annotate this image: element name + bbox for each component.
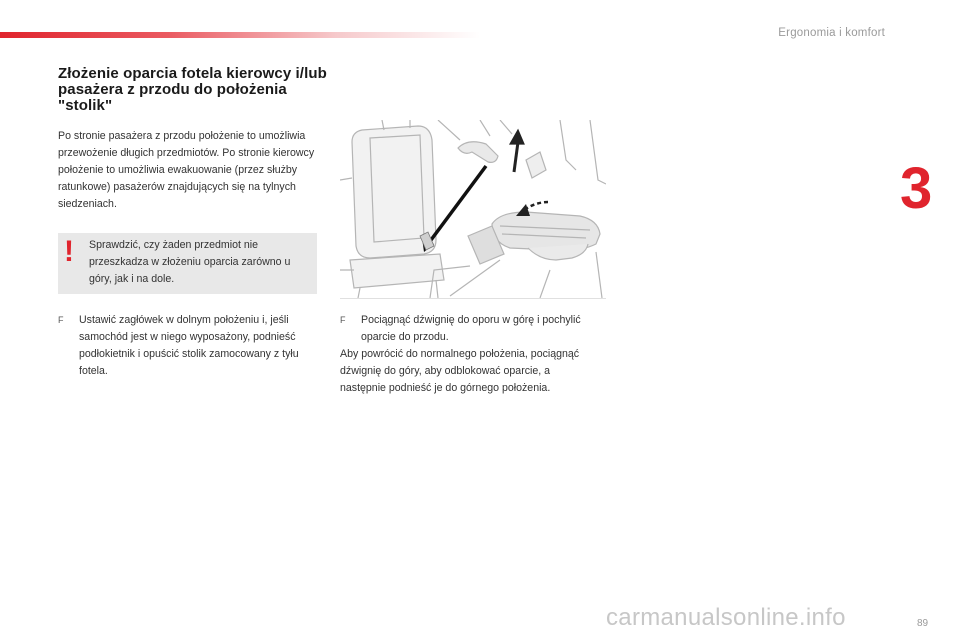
- page-number: 89: [917, 618, 929, 629]
- step-headrest: [58, 312, 320, 380]
- step-text: Pociągnąć dźwignię do oporu w górę i pochylić oparcie do przodu.: [361, 314, 581, 343]
- step-lever: [340, 312, 600, 346]
- warning-icon: !: [64, 235, 74, 268]
- step-text: Ustawić zagłówek w dolnym położeniu i, jeśli samochód jest w niego wyposażony, podnieść podłokietnik i opuścić stolik zamocowany z tyłu fotela.: [79, 314, 299, 377]
- bullet-icon: F: [58, 315, 64, 325]
- watermark: carmanualsonline.info: [606, 604, 846, 631]
- seat-illustration-svg: [340, 120, 606, 298]
- section-title: Ergonomia i komfort: [778, 27, 885, 39]
- return-instructions: Aby powrócić do normalnego położenia, pociągnąć dźwignię do góry, aby odblokować oparcie, a następnie podnieść je do górnego położenia.: [340, 348, 580, 394]
- chapter-number: 3: [900, 156, 933, 221]
- bullet-icon: F: [340, 315, 346, 325]
- seat-folding-illustration: [340, 120, 606, 299]
- intro-paragraph: Po stronie pasażera z przodu położenie to umożliwia przewożenie długich przedmiotów. Po stronie kierowcy położenie to umożliwia ewakuowanie (przez służby ratunkowe) pasażerów znajdujących się na tylnych siedzeniach.: [58, 130, 315, 210]
- page-title: Złożenie oparcia fotela kierowcy i/lub pasażera z przodu do położenia "stolik": [58, 65, 327, 114]
- warning-box: [58, 233, 317, 294]
- warning-text: Sprawdzić, czy żaden przedmiot nie przeszkadza w złożeniu oparcia zarówno u góry, jak i na dole.: [89, 239, 291, 285]
- header-accent-bar: [0, 32, 480, 38]
